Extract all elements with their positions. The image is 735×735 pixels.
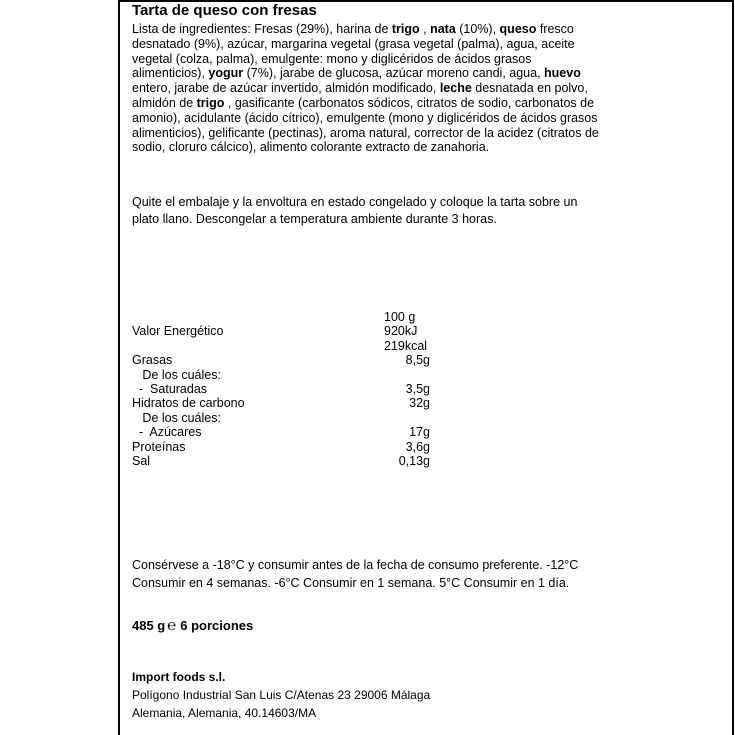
nutrient-name: Valor Energético (132, 324, 224, 339)
ingredient-text: desnatada en polvo, almidón de (132, 81, 588, 110)
nutrition-header-row (132, 310, 572, 324)
allergen-highlight: queso (499, 22, 537, 36)
ingredient-text: Lista de ingredientes: Fresas (29%), harina de (132, 22, 392, 36)
ingredients-list (132, 22, 602, 155)
ingredient-text: (7%), jarabe de glucosa, azúcar moreno candi, agua, (243, 66, 545, 81)
nutrition-row (132, 368, 572, 382)
ingredient-text: , (419, 22, 431, 36)
nutrient-value: 8,5g (405, 353, 430, 368)
nutrient-name: De los cuáles: (132, 410, 221, 425)
nutrient-value: 32g (409, 396, 430, 411)
preparation-instructions: Quite el embalaje y la envoltura en estado congelado y coloque la tarta sobre un plato llano. Descongelar a temperatura ambiente durante 3 horas. (132, 195, 578, 226)
nutrient-value: 3,6g (405, 439, 430, 454)
nutrient-value: 3,5g (405, 381, 430, 396)
product-label (118, 0, 734, 735)
nutrient-name: De los cuáles: (132, 367, 221, 382)
weight-value: 485 g (132, 618, 166, 633)
nutrient-name: Proteínas (132, 439, 186, 454)
nutrient-name: - Azúcares (132, 425, 202, 440)
nutrition-row (132, 324, 572, 338)
nutrition-table (132, 310, 572, 468)
nutrition-row (132, 396, 572, 410)
allergen-highlight: huevo (544, 66, 581, 81)
nutrition-row (132, 382, 572, 396)
ingredient-text: fresco desnatado (9%), azúcar, margarina vegetal (grasa vegetal (palma), agua, aceite vegetal (colza, palma), emulgente: mono y diglicéridos de ácidos grasos alimenticios), (132, 22, 575, 81)
company-info (132, 668, 430, 722)
nutrient-value: 219kcal (384, 338, 428, 353)
company-name: Import foods s.l. (132, 670, 226, 684)
nutrient-name: Grasas (132, 353, 173, 368)
nutrition-row (132, 425, 572, 439)
ingredient-text: entero, jarabe de azúcar invertido, almidón modificado, (132, 81, 440, 96)
nutrition-row (132, 339, 572, 353)
allergen-highlight: leche (439, 81, 472, 96)
allergen-highlight: nata (430, 22, 456, 36)
allergen-highlight: yogur (208, 66, 244, 81)
nutrition-row (132, 440, 572, 454)
nutrition-row (132, 411, 572, 425)
nutrient-name: - Saturadas (132, 381, 208, 396)
ingredient-text: (10%), (455, 22, 500, 36)
nutrient-name: Hidratos de carbono (132, 396, 245, 411)
allergen-highlight: trigo (196, 95, 225, 110)
nutrient-value: 0,13g (398, 453, 430, 468)
nutrient-name: Sal (132, 453, 151, 468)
company-address: Polígono Industrial San Luis C/Atenas 23 29006 Málaga (132, 688, 431, 702)
nutrition-column-header: 100 g (384, 310, 416, 324)
net-weight (132, 617, 253, 635)
allergen-highlight: trigo (391, 22, 420, 36)
nutrition-row (132, 454, 572, 468)
nutrient-value: 920kJ (384, 324, 418, 339)
storage-instructions: Consérvese a -18°C y consumir antes de la fecha de consumo preferente. -12°C Consumir en 4 semanas. -6°C Consumir en 1 semana. 5°C Consumir en 1 día. (132, 558, 579, 590)
portions: 6 porciones (180, 618, 254, 633)
product-title: Tarta de queso con fresas (132, 2, 317, 19)
nutrient-value: 17g (409, 425, 430, 440)
nutrition-row (132, 353, 572, 367)
company-registration: Alemania, Alemania, 40.14603/MA (132, 706, 317, 720)
ingredient-text: , gasificante (carbonatos sódicos, citratos de sodio, carbonatos de amonio), acidulante (ácido cítrico), emulgente (mono y diglicéridos de ácidos grasos alimenticios), gelificante (pectinas), aroma natural, corrector de la acidez (citratos de sodio, cloruro cálcico), alimento colorante extracto de zanahoria. (132, 95, 599, 155)
estimated-sign-icon: ℮ (167, 617, 177, 634)
